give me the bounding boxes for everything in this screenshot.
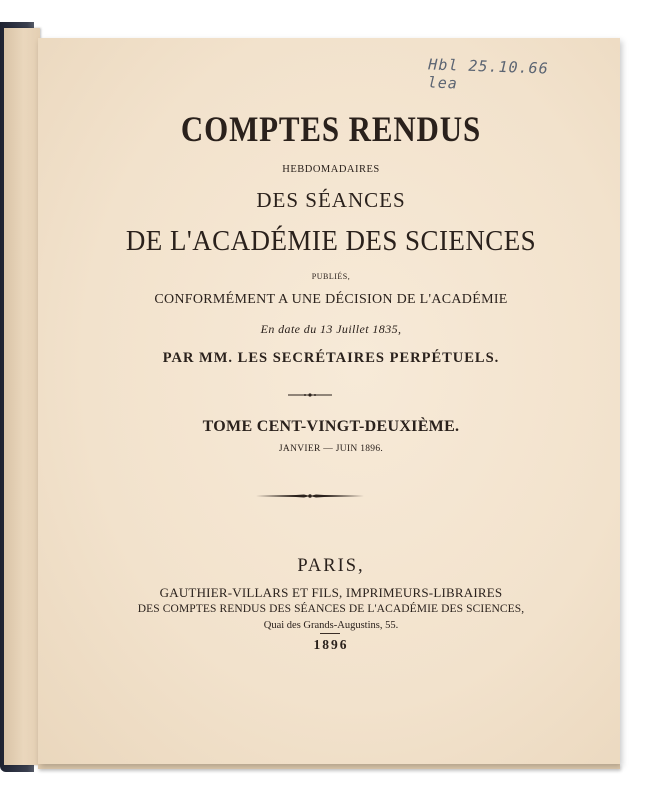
subtitle-academie: DE L'ACADÉMIE DES SCIENCES: [125, 225, 537, 257]
subtitle-seances: DES SÉANCES: [256, 188, 406, 212]
page-title: COMPTES RENDUS: [180, 109, 482, 149]
city-line: PARIS,: [297, 556, 365, 576]
year-rule: [320, 633, 340, 634]
ornament-rule-top: [288, 392, 332, 398]
ornament-rule-bottom: [256, 492, 364, 500]
page-block-edge: [38, 764, 620, 769]
period-line: JANVIER — JUIN 1896.: [278, 444, 384, 454]
date-line: En date du 13 Juillet 1835,: [260, 322, 402, 336]
publisher-line-2: DES COMPTES RENDUS DES SÉANCES DE L'ACADÉMIE DES SCIENCES,: [137, 603, 525, 615]
publisher-line: GAUTHIER-VILLARS ET FILS, IMPRIMEURS-LIBRAIRES: [159, 585, 503, 600]
tome-line: TOME CENT-VINGT-DEUXIÈME.: [202, 418, 460, 435]
subtitle-hebdomadaires: HEBDOMADAIRES: [282, 164, 380, 175]
secretaires-line: PAR MM. LES SECRÉTAIRES PERPÉTUELS.: [162, 350, 500, 366]
handwritten-note: Hbl 25.10.66 lea: [427, 55, 549, 93]
conforme-line: CONFORMÉMENT A UNE DÉCISION DE L'ACADÉMIE: [154, 292, 508, 307]
year-line: 1896: [313, 637, 349, 652]
publies-line: PUBLIÉS,: [311, 272, 351, 281]
address-line: Quai des Grands-Augustins, 55.: [263, 620, 399, 631]
facing-page-edge: [4, 28, 40, 765]
